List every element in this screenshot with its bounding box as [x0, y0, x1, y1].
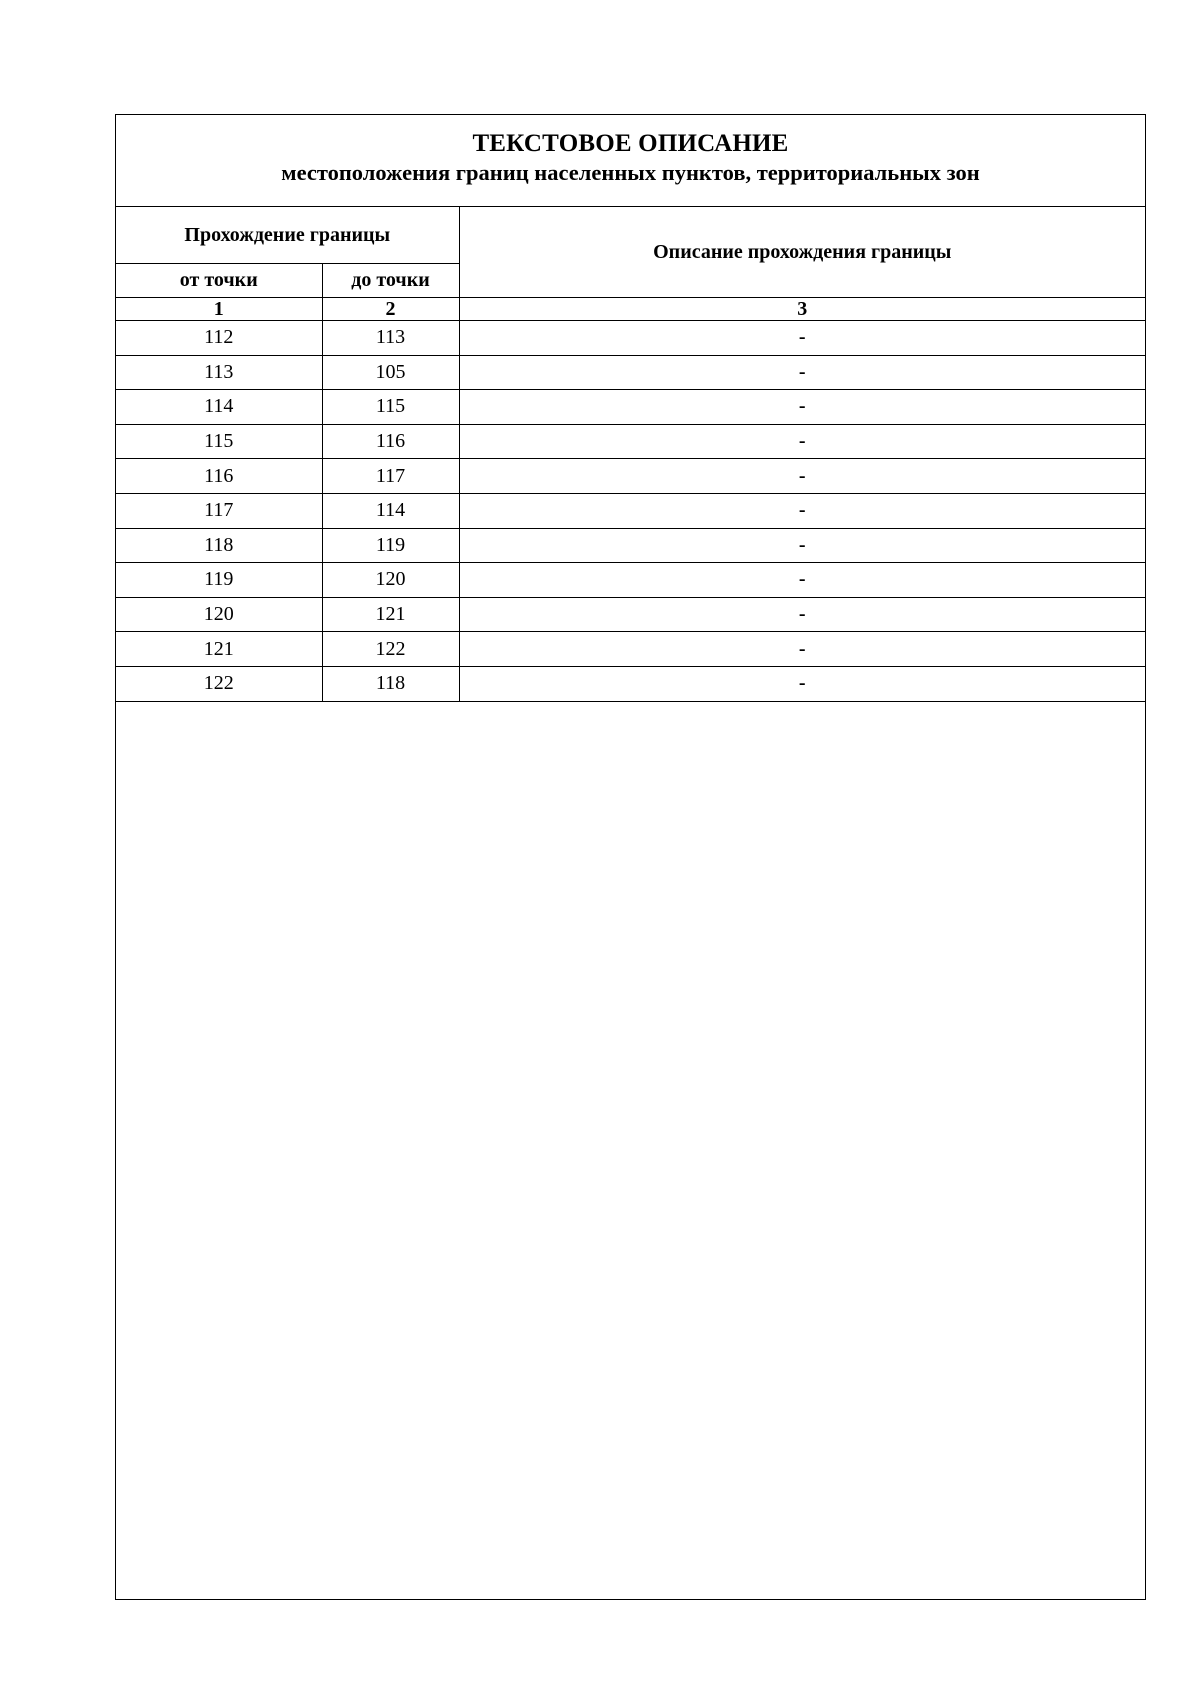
cell-from-point: 117: [116, 493, 322, 528]
header-boundary-passage: Прохождение границы: [116, 207, 459, 264]
cell-description: -: [459, 563, 1145, 598]
cell-to-point: 117: [322, 459, 459, 494]
table-row: [116, 632, 1145, 667]
table-row: [116, 459, 1145, 494]
title-block: [116, 115, 1145, 207]
cell-from-point: 120: [116, 597, 322, 632]
document-frame: [115, 114, 1146, 1600]
cell-to-point: 122: [322, 632, 459, 667]
cell-to-point: 118: [322, 666, 459, 701]
cell-description: -: [459, 459, 1145, 494]
column-number-1: 1: [116, 298, 322, 321]
cell-description: -: [459, 424, 1145, 459]
cell-from-point: 118: [116, 528, 322, 563]
cell-description: -: [459, 493, 1145, 528]
table-row: [116, 597, 1145, 632]
table-row: [116, 390, 1145, 425]
cell-to-point: 114: [322, 493, 459, 528]
column-number-row: [116, 298, 1145, 321]
cell-from-point: 122: [116, 666, 322, 701]
cell-from-point: 121: [116, 632, 322, 667]
column-number-2: 2: [322, 298, 459, 321]
header-to-point: до точки: [322, 264, 459, 298]
cell-to-point: 105: [322, 355, 459, 390]
cell-description: -: [459, 597, 1145, 632]
cell-to-point: 120: [322, 563, 459, 598]
cell-from-point: 113: [116, 355, 322, 390]
header-description: Описание прохождения границы: [459, 207, 1145, 298]
cell-to-point: 121: [322, 597, 459, 632]
table-row: [116, 355, 1145, 390]
header-row-top: [116, 207, 1145, 264]
column-number-3: 3: [459, 298, 1145, 321]
boundary-table: [116, 207, 1145, 702]
cell-description: -: [459, 632, 1145, 667]
table-row: [116, 493, 1145, 528]
cell-to-point: 115: [322, 390, 459, 425]
cell-to-point: 119: [322, 528, 459, 563]
cell-to-point: 113: [322, 321, 459, 356]
document-title: ТЕКСТОВОЕ ОПИСАНИЕ: [472, 130, 789, 157]
header-from-point: от точки: [116, 264, 322, 298]
cell-description: -: [459, 528, 1145, 563]
cell-description: -: [459, 666, 1145, 701]
cell-description: -: [459, 390, 1145, 425]
cell-from-point: 119: [116, 563, 322, 598]
cell-description: -: [459, 355, 1145, 390]
table-row: [116, 666, 1145, 701]
cell-from-point: 116: [116, 459, 322, 494]
document-subtitle: местоположения границ населенных пунктов, территориальных зон: [281, 160, 980, 185]
cell-from-point: 115: [116, 424, 322, 459]
table-row: [116, 563, 1145, 598]
cell-from-point: 112: [116, 321, 322, 356]
table-row: [116, 424, 1145, 459]
table-row: [116, 321, 1145, 356]
cell-to-point: 116: [322, 424, 459, 459]
cell-description: -: [459, 321, 1145, 356]
table-row: [116, 528, 1145, 563]
cell-from-point: 114: [116, 390, 322, 425]
